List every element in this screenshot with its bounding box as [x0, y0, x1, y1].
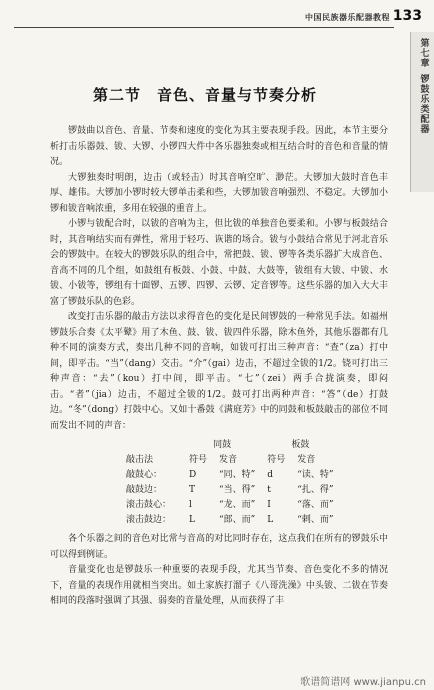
table-row [120, 483, 339, 498]
chapter-label: 第七章 [418, 38, 429, 68]
table-cell: “郎、而” [219, 515, 256, 525]
chapter-side-tab [410, 32, 434, 192]
row-header: 敲击法 [126, 455, 154, 465]
table-cell: T [189, 485, 196, 495]
section-title: 第二节 音色、音量与节奏分析 [92, 86, 317, 104]
table-cell: “落、而” [297, 500, 334, 510]
subheader-symbol: 符号 [189, 455, 208, 465]
body-text [50, 124, 388, 610]
table-cell: L [267, 515, 274, 525]
row-label: 滚击鼓心： [126, 500, 172, 510]
group-header-bangu: 板鼓 [291, 440, 310, 450]
site-watermark: 歌谱简谱网 www.jianpu.cn [300, 677, 426, 688]
table-row [120, 513, 339, 528]
paragraph: 音量变化也是锣鼓乐一种重要的表现手段，尤其当节奏、音色变化不多的情况下，音量的表现作用就相当突出。如土家族打溜子《八哥洗澡》中头钹、二钹在节奏相同的段落时强调了其强、弱奏的音量处理，从而获得了丰 [50, 565, 388, 606]
row-label: 敲鼓心： [126, 470, 163, 480]
table-cell: d [267, 470, 273, 480]
subheader-sound: 发音 [297, 455, 316, 465]
subheader-symbol: 符号 [267, 455, 286, 465]
strike-method-table [120, 438, 339, 528]
table-subheader-row [120, 453, 339, 468]
table-row [120, 468, 339, 483]
row-label: 敲鼓边： [126, 485, 163, 495]
table-cell: t [267, 485, 271, 495]
table-cell: “剌、而” [297, 515, 334, 525]
book-title: 中国民族器乐配器教程 [305, 13, 390, 22]
chapter-topic: 锣鼓乐类配器 [418, 74, 429, 134]
paragraph: 改变打击乐器的敲击方法以求得音色的变化是民间锣鼓的一种常见手法。如福州锣鼓乐合奏《太平鼙》用了木鱼、鼓、钹、钹四件乐器，除木鱼外，其他乐器都有几种不同的演奏方式，奏出几种不同的音响，如钹可打出三种声音：“查”（za）打中间，即平击。“当”（dang）交击。“介”（gai）边击，不超过全钹的1/2。铙可打出三种声音：“去”（kou）打中间，即平击。“七”（zei）两手合拢演奏，即闷击。“者”（jia）边击，不超过全钹的1/2。鼓可打出两种声音：“答”（de）打鼓边。“冬”（dong）打鼓中心。又如十番鼓《满庭芳》中的同鼓和板鼓敲击的部位不同而发出不同的声音： [50, 312, 388, 431]
table-cell: “扎、得” [297, 485, 334, 495]
table-cell: “龙、而” [219, 500, 256, 510]
page-number: 133 [392, 8, 422, 24]
table-cell: L [189, 515, 195, 525]
table-cell: I [267, 500, 271, 510]
group-header-tonggu: 同鼓 [213, 440, 232, 450]
paragraph: 锣鼓曲以音色、音量、节奏和速度的变化为其主要表现手段。因此，本节主要分析打击乐器鼓、钹、大锣、小锣四大件中各乐器独奏或相互结合时的音色和音量的情况。 [50, 126, 388, 167]
paragraph: 大锣独奏时明朗，边击（或轻击）时其音响空旷、渺茫。大锣加大鼓时音色丰厚、雄伟。大锣加小锣时较大锣单击柔和些，大锣加钹音响强烈、不稳定。大锣加小锣和钹音响浓重，多用在较强的重音上。 [50, 172, 388, 214]
table-cell: “当、得” [219, 485, 256, 495]
table-row [120, 498, 339, 513]
header-divider [14, 27, 394, 28]
table-cell: D [189, 470, 197, 480]
page-header [0, 0, 434, 28]
table-cell: “读、特” [297, 470, 334, 480]
table-group-header-row [120, 438, 339, 453]
row-label: 滚击鼓边： [126, 515, 172, 525]
paragraph: 各个乐器之间的音色对比常与音高的对比同时存在，这点我们在所有的锣鼓乐中可以得到例证。 [50, 534, 388, 560]
subheader-sound: 发音 [219, 455, 238, 465]
paragraph: 小锣与钹配合时，以钹的音响为主，但比钹的单独音色要柔和。小锣与板鼓结合时，其音响结实而有弹性，常用于轻巧、诙谐的场合。钹与小鼓结合常见于河北音乐会的锣鼓中。在较大的锣鼓乐队的组合中，常把鼓、钹、锣等各类乐器扩大成音色、音高不同的几个组，如鼓组有板鼓、小鼓、中鼓、大鼓等，钹组有大钹、中钹、水钹、小钹等，锣组有十面锣、五锣、四锣、云锣、定音锣等。这些乐器的加入大大丰富了锣鼓乐队的色彩。 [50, 219, 388, 307]
table-cell: l [189, 500, 192, 510]
table-cell: “同、特” [219, 470, 256, 480]
